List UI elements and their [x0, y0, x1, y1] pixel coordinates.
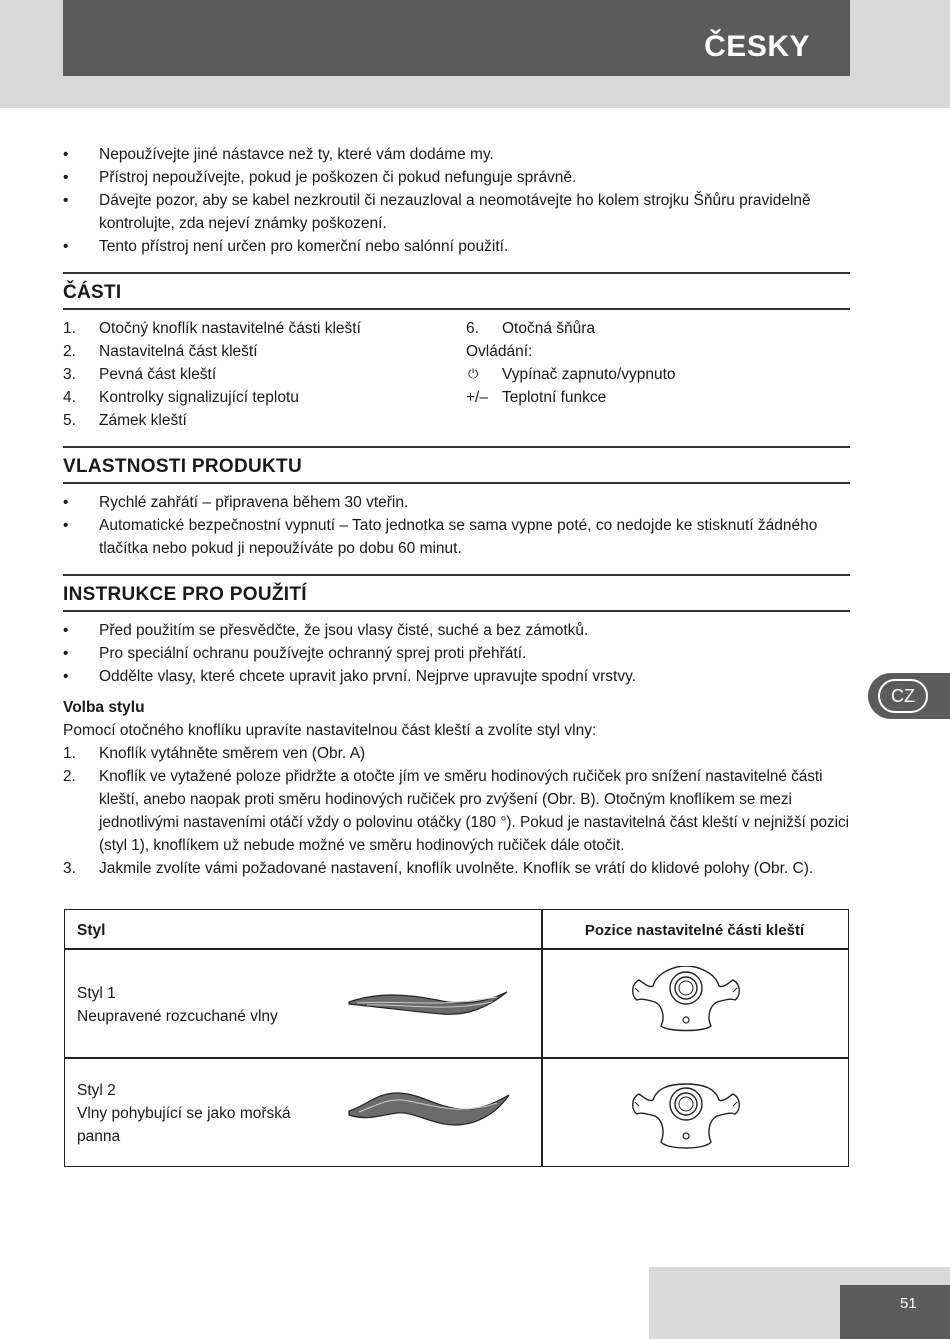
item-text: Nastavitelná část kleští [99, 343, 258, 360]
bullet-symbol: • [63, 238, 69, 255]
item-number: 6. [466, 320, 479, 337]
power-icon: ⏻ [468, 367, 479, 382]
bullet-text: Automatické bezpečnostní vypnutí – Tato jednotka se sama vypne poté, co nedojde ke stisknutí žádného tlačítka nebo pokud ji nepoužíváte po dobu 60 minut. [99, 517, 818, 557]
step-number: 3. [63, 860, 76, 877]
feature-bullet [63, 514, 823, 560]
item-number: 5. [63, 412, 76, 429]
style-desc: Neupravené rozcuchané vlny [77, 1008, 278, 1025]
step-item [63, 857, 848, 880]
bullet-text: Pro speciální ochranu používejte ochranný sprej proti přehřátí. [99, 645, 527, 662]
step-item [63, 742, 850, 765]
bullet-symbol: • [63, 192, 69, 209]
bullet-text: Dávejte pozor, aby se kabel nezkroutil či nezauzloval a neomotávejte ho kolem strojku Šňůru pravidelně kontrolujte, zda nejeví známky poškození. [99, 192, 811, 232]
controls-label: Ovládání: [466, 343, 533, 360]
item-text: Otočný knoflík nastavitelné části kleští [99, 320, 361, 337]
step-number: 2. [63, 768, 76, 785]
title-bar [63, 0, 850, 76]
item-number: 1. [63, 320, 76, 337]
plus-minus-icon: +/– [466, 389, 488, 406]
intro-bullet [63, 235, 853, 258]
item-number: 2. [63, 343, 76, 360]
item-text: Pevná část kleští [99, 366, 217, 383]
clamp-position-2-icon [627, 1074, 745, 1154]
bullet-text: Nepoužívejte jiné nástavce než ty, které vám dodáme my. [99, 146, 494, 163]
style-name: Styl 2 [77, 1082, 116, 1099]
table-header-style: Styl [77, 922, 106, 939]
bullet-symbol: • [63, 622, 69, 639]
step-number: 1. [63, 745, 76, 762]
style-intro: Pomocí otočného knoflíku upravíte nastavitelnou část kleští a zvolíte styl vlny: [63, 722, 597, 739]
wave-style-1-illustration [347, 982, 512, 1028]
section-heading-text: VLASTNOSTI PRODUKTU [63, 456, 302, 477]
bullet-symbol: • [63, 645, 69, 662]
item-text: Otočná šňůra [502, 320, 596, 337]
bullet-text: Rychlé zahřátí – připravena během 30 vteřin. [99, 494, 409, 511]
section-heading-instructions [63, 574, 850, 612]
item-number: 4. [63, 389, 76, 406]
instruction-bullet [63, 619, 853, 642]
bullet-text: Tento přístroj není určen pro komerční nebo salónní použití. [99, 238, 509, 255]
bullet-symbol: • [63, 517, 69, 534]
parts-item [63, 317, 463, 340]
section-heading-parts [63, 272, 850, 310]
parts-item [63, 363, 463, 386]
feature-bullet [63, 491, 853, 514]
clamp-position-1-icon [627, 966, 745, 1036]
table-divider [65, 1057, 848, 1059]
bullet-text: Před použitím se přesvědčte, že jsou vlasy čisté, suché a bez zámotků. [99, 622, 589, 639]
section-heading-features [63, 446, 850, 484]
control-text: Teplotní funkce [502, 389, 607, 406]
control-item [466, 386, 846, 409]
instruction-bullet [63, 665, 853, 688]
control-text: Vypínač zapnuto/vypnuto [502, 366, 676, 383]
bullet-symbol: • [63, 494, 69, 511]
style-table [64, 909, 849, 1167]
item-text: Zámek kleští [99, 412, 187, 429]
subheading-style-choice: Volba stylu [63, 699, 145, 716]
parts-item [63, 386, 463, 409]
table-header-position: Pozice nastavitelné části kleští [584, 922, 805, 939]
step-item [63, 765, 853, 857]
step-text: Jakmile zvolíte vámi požadované nastavení, knoflík uvolněte. Knoflík se vrátí do klidové polohy (Obr. C). [99, 860, 814, 877]
instruction-bullet [63, 642, 853, 665]
page-number-box [840, 1285, 950, 1339]
step-text: Knoflík ve vytažené poloze přidržte a otočte jím ve směru hodinových ručiček pro snížení nastavitelné části kleští, anebo naopak proti směru hodinových ručiček pro zvýšení (Obr. B). Otočným knoflíkem se mezi jednotlivými nastaveními otáčí vždy o polovinu otáčky (180 °). Pokud je nastavitelná část kleští v nejnižší pozici (styl 1), knoflíkem už nebude možné ve směru hodinových ručiček dále otočit. [99, 768, 850, 854]
intro-bullet [63, 166, 853, 189]
language-badge [868, 673, 950, 719]
step-text: Knoflík vytáhněte směrem ven (Obr. A) [99, 745, 366, 762]
item-number: 3. [63, 366, 76, 383]
bullet-text: Oddělte vlasy, které chcete upravit jako první. Nejprve upravujte spodní vrstvy. [99, 668, 637, 685]
parts-item [63, 340, 463, 363]
bullet-symbol: • [63, 668, 69, 685]
bullet-symbol: • [63, 146, 69, 163]
language-title: ČESKY [704, 30, 810, 63]
control-item [466, 363, 846, 386]
table-divider [65, 948, 848, 950]
style-desc: Vlny pohybující se jako mořská panna [77, 1105, 291, 1145]
item-text: Kontrolky signalizující teplotu [99, 389, 299, 406]
page-number: 51 [900, 1295, 917, 1312]
section-heading-text: ČÁSTI [63, 282, 122, 303]
intro-bullet [63, 189, 823, 235]
parts-item [466, 317, 846, 340]
wave-style-2-illustration [347, 1085, 512, 1135]
bullet-text: Přístroj nepoužívejte, pokud je poškozen či pokud nefunguje správně. [99, 169, 577, 186]
section-heading-text: INSTRUKCE PRO POUŽITÍ [63, 584, 307, 605]
bullet-symbol: • [63, 169, 69, 186]
language-badge-label: CZ [878, 679, 928, 713]
style-name: Styl 1 [77, 985, 116, 1002]
parts-item [63, 409, 463, 432]
intro-bullet [63, 143, 853, 166]
